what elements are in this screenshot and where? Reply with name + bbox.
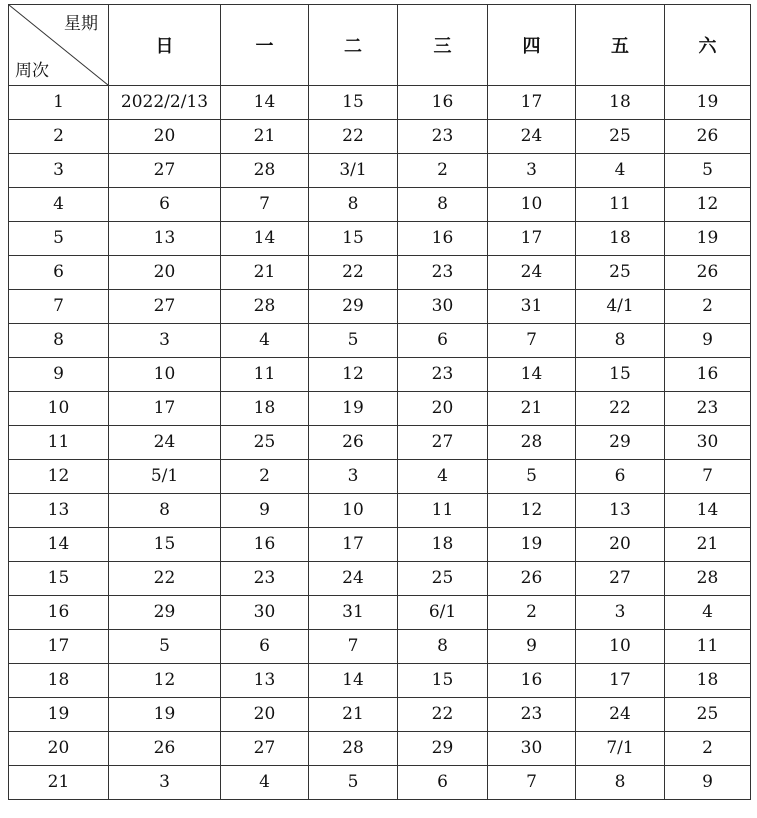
date-cell: 27 [109,290,221,324]
date-cell: 27 [109,154,221,188]
week-number-cell: 5 [9,222,109,256]
date-cell: 7 [488,324,576,358]
date-cell: 30 [665,426,751,460]
date-cell: 20 [398,392,488,426]
date-cell: 2 [488,596,576,630]
date-cell: 15 [576,358,665,392]
week-number-cell: 16 [9,596,109,630]
table-row [9,188,751,222]
date-cell: 26 [488,562,576,596]
date-cell: 8 [309,188,398,222]
semester-calendar-table [8,4,751,800]
date-cell: 8 [576,766,665,800]
date-cell: 21 [221,120,309,154]
date-cell: 23 [221,562,309,596]
table-row [9,256,751,290]
date-cell: 6/1 [398,596,488,630]
date-cell: 9 [665,324,751,358]
weekday-axis-label: 星期 [64,14,98,34]
date-cell: 5 [109,630,221,664]
week-number-cell: 8 [9,324,109,358]
day-header-mon: 一 [221,5,309,86]
date-cell: 10 [309,494,398,528]
week-number-cell: 1 [9,86,109,120]
date-cell: 15 [398,664,488,698]
date-cell: 2 [398,154,488,188]
date-cell: 6 [398,766,488,800]
table-row [9,698,751,732]
week-number-axis-label: 周次 [15,61,49,81]
table-row [9,630,751,664]
date-cell: 25 [576,256,665,290]
date-cell: 29 [576,426,665,460]
week-number-cell: 18 [9,664,109,698]
date-cell: 26 [665,120,751,154]
date-cell: 28 [309,732,398,766]
date-cell: 7 [309,630,398,664]
date-cell: 27 [576,562,665,596]
date-cell: 4 [221,324,309,358]
week-number-cell: 13 [9,494,109,528]
week-number-cell: 3 [9,154,109,188]
date-cell: 18 [576,86,665,120]
day-header-tue: 二 [309,5,398,86]
date-cell: 12 [488,494,576,528]
table-row [9,86,751,120]
week-number-cell: 12 [9,460,109,494]
day-header-thu: 四 [488,5,576,86]
date-cell: 9 [488,630,576,664]
date-cell: 29 [109,596,221,630]
date-cell: 17 [488,222,576,256]
header-row [9,5,751,86]
date-cell: 8 [576,324,665,358]
date-cell: 22 [309,120,398,154]
date-cell: 21 [309,698,398,732]
date-cell: 3 [309,460,398,494]
table-row [9,222,751,256]
date-cell: 19 [109,698,221,732]
date-cell: 6 [398,324,488,358]
date-cell: 14 [221,222,309,256]
date-cell: 10 [109,358,221,392]
date-cell: 12 [665,188,751,222]
date-cell: 25 [398,562,488,596]
date-cell: 25 [576,120,665,154]
date-cell: 31 [309,596,398,630]
date-cell: 7 [221,188,309,222]
date-cell: 11 [398,494,488,528]
date-cell: 8 [398,188,488,222]
date-cell: 24 [488,120,576,154]
date-cell: 5/1 [109,460,221,494]
date-cell: 27 [221,732,309,766]
date-cell: 21 [221,256,309,290]
table-row [9,290,751,324]
date-cell: 22 [109,562,221,596]
date-cell: 15 [109,528,221,562]
date-cell: 5 [665,154,751,188]
week-number-cell: 14 [9,528,109,562]
table-row [9,562,751,596]
table-row [9,358,751,392]
date-cell: 26 [109,732,221,766]
date-cell: 23 [665,392,751,426]
date-cell: 22 [309,256,398,290]
date-cell: 8 [109,494,221,528]
date-cell: 3 [109,766,221,800]
date-cell: 28 [665,562,751,596]
week-number-cell: 4 [9,188,109,222]
date-cell: 19 [488,528,576,562]
date-cell: 19 [665,222,751,256]
date-cell: 27 [398,426,488,460]
date-cell: 18 [665,664,751,698]
date-cell: 11 [221,358,309,392]
date-cell: 5 [309,766,398,800]
table-row [9,664,751,698]
date-cell: 25 [665,698,751,732]
date-cell: 7/1 [576,732,665,766]
week-number-cell: 7 [9,290,109,324]
date-cell: 6 [221,630,309,664]
date-cell: 17 [488,86,576,120]
week-number-cell: 10 [9,392,109,426]
date-cell: 17 [576,664,665,698]
date-cell: 24 [109,426,221,460]
corner-cell [9,5,109,86]
date-cell: 12 [309,358,398,392]
date-cell: 3 [576,596,665,630]
date-cell: 30 [488,732,576,766]
date-cell: 25 [221,426,309,460]
table-row [9,494,751,528]
week-number-cell: 6 [9,256,109,290]
date-cell: 26 [665,256,751,290]
date-cell: 11 [665,630,751,664]
date-cell: 14 [488,358,576,392]
date-cell: 23 [398,358,488,392]
date-cell: 28 [488,426,576,460]
date-cell: 8 [398,630,488,664]
date-cell: 5 [488,460,576,494]
date-cell: 4 [398,460,488,494]
date-cell: 10 [576,630,665,664]
date-cell: 16 [398,86,488,120]
table-row [9,154,751,188]
table-body [9,86,751,800]
date-cell: 6 [576,460,665,494]
date-cell: 6 [109,188,221,222]
date-cell: 2022/2/13 [109,86,221,120]
day-header-sun: 日 [109,5,221,86]
date-cell: 23 [398,120,488,154]
day-header-fri: 五 [576,5,665,86]
date-cell: 14 [221,86,309,120]
week-number-cell: 11 [9,426,109,460]
week-number-cell: 19 [9,698,109,732]
week-number-cell: 2 [9,120,109,154]
date-cell: 20 [576,528,665,562]
date-cell: 3 [488,154,576,188]
date-cell: 30 [398,290,488,324]
date-cell: 28 [221,154,309,188]
date-cell: 30 [221,596,309,630]
date-cell: 26 [309,426,398,460]
date-cell: 2 [665,732,751,766]
date-cell: 14 [309,664,398,698]
date-cell: 22 [398,698,488,732]
date-cell: 19 [309,392,398,426]
date-cell: 7 [665,460,751,494]
week-number-cell: 17 [9,630,109,664]
table-row [9,120,751,154]
date-cell: 16 [665,358,751,392]
week-number-cell: 21 [9,766,109,800]
date-cell: 28 [221,290,309,324]
date-cell: 9 [665,766,751,800]
date-cell: 16 [221,528,309,562]
table-row [9,528,751,562]
table-row [9,460,751,494]
date-cell: 21 [665,528,751,562]
date-cell: 20 [109,120,221,154]
date-cell: 13 [576,494,665,528]
date-cell: 13 [109,222,221,256]
date-cell: 20 [221,698,309,732]
date-cell: 17 [309,528,398,562]
date-cell: 5 [309,324,398,358]
date-cell: 19 [665,86,751,120]
date-cell: 17 [109,392,221,426]
week-number-cell: 15 [9,562,109,596]
week-number-cell: 20 [9,732,109,766]
table-row [9,766,751,800]
date-cell: 4 [576,154,665,188]
date-cell: 21 [488,392,576,426]
date-cell: 11 [576,188,665,222]
table-row [9,324,751,358]
date-cell: 29 [309,290,398,324]
date-cell: 3/1 [309,154,398,188]
date-cell: 2 [221,460,309,494]
date-cell: 13 [221,664,309,698]
date-cell: 20 [109,256,221,290]
date-cell: 7 [488,766,576,800]
date-cell: 18 [221,392,309,426]
day-header-wed: 三 [398,5,488,86]
date-cell: 4/1 [576,290,665,324]
table-row [9,596,751,630]
week-number-cell: 9 [9,358,109,392]
date-cell: 22 [576,392,665,426]
date-cell: 15 [309,86,398,120]
date-cell: 31 [488,290,576,324]
date-cell: 2 [665,290,751,324]
date-cell: 24 [488,256,576,290]
date-cell: 9 [221,494,309,528]
date-cell: 29 [398,732,488,766]
date-cell: 4 [221,766,309,800]
date-cell: 15 [309,222,398,256]
date-cell: 23 [398,256,488,290]
date-cell: 3 [109,324,221,358]
table-header [9,5,751,86]
date-cell: 24 [576,698,665,732]
date-cell: 23 [488,698,576,732]
date-cell: 24 [309,562,398,596]
date-cell: 16 [398,222,488,256]
date-cell: 4 [665,596,751,630]
date-cell: 18 [398,528,488,562]
date-cell: 18 [576,222,665,256]
day-header-sat: 六 [665,5,751,86]
date-cell: 16 [488,664,576,698]
date-cell: 10 [488,188,576,222]
date-cell: 14 [665,494,751,528]
table-row [9,392,751,426]
table-row [9,732,751,766]
table-row [9,426,751,460]
date-cell: 12 [109,664,221,698]
